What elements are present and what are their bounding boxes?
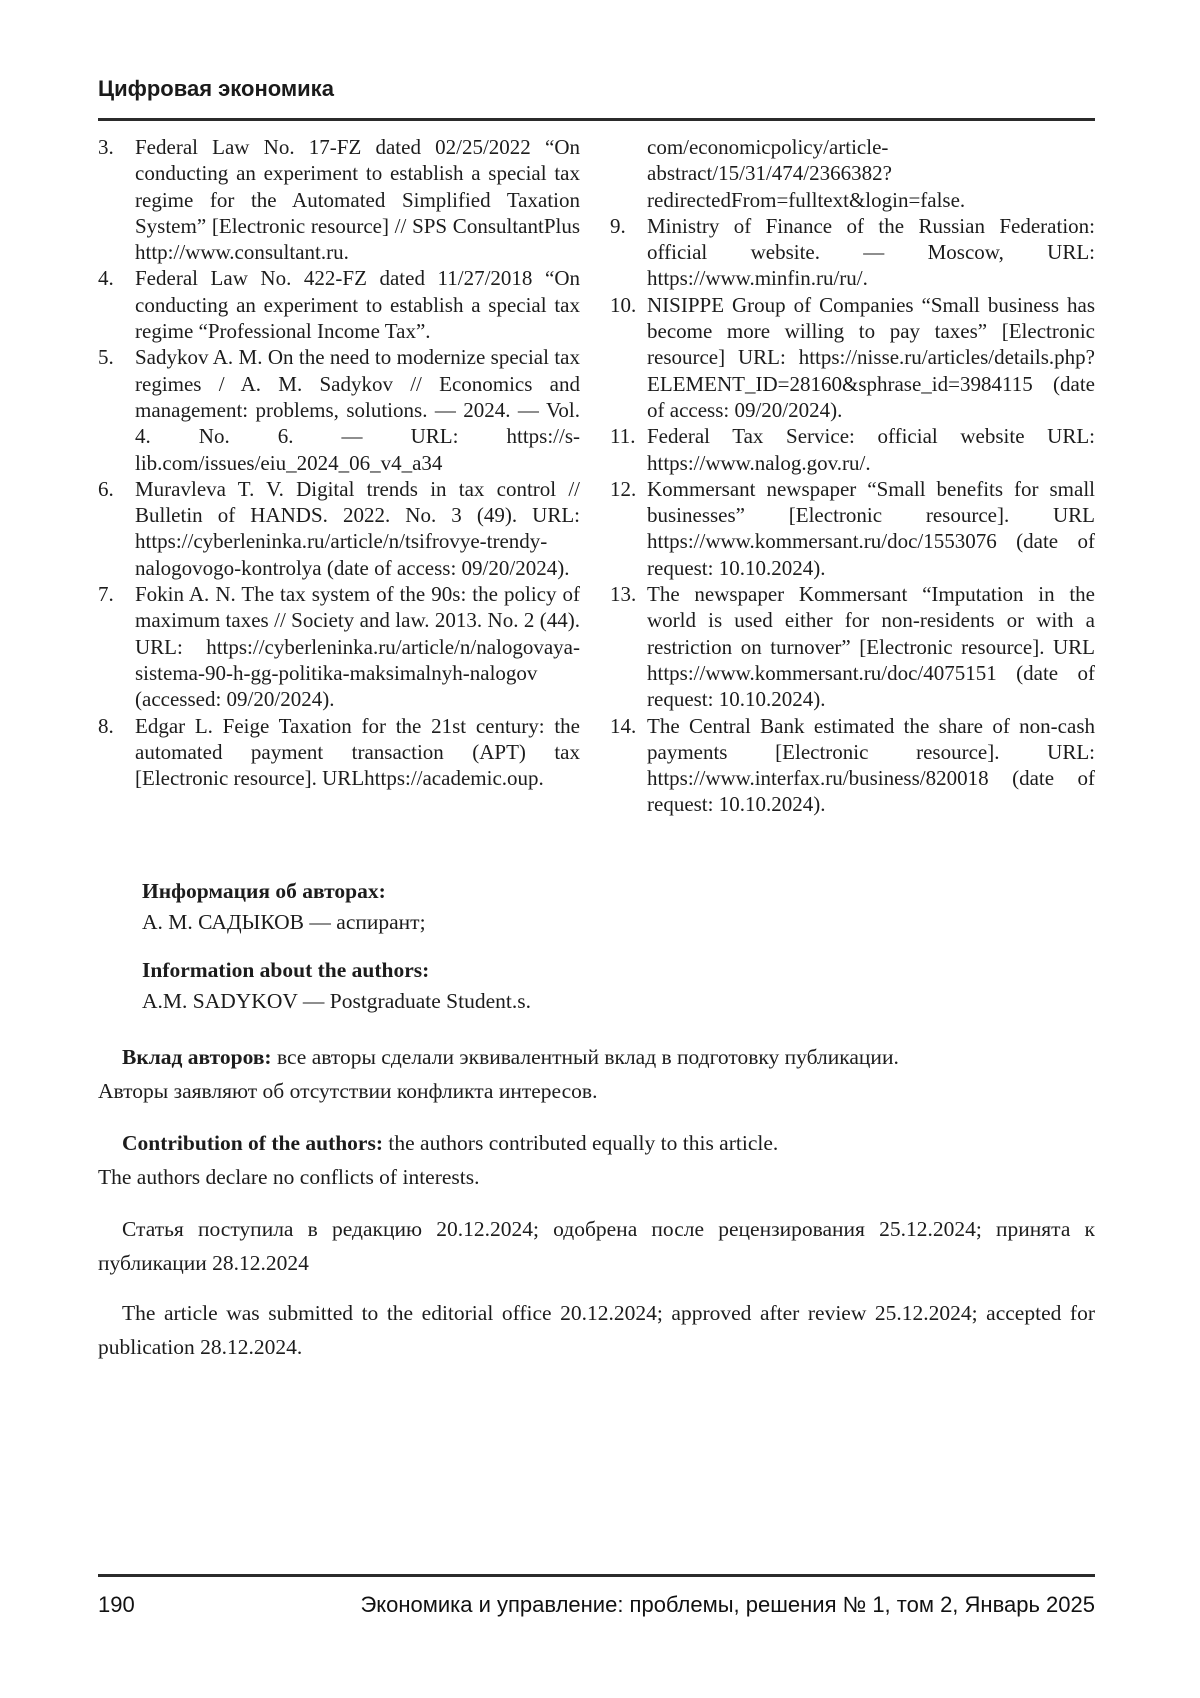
reference-number: 8. [98, 713, 114, 738]
authors-info-ru-heading: Информация об авторах: [142, 879, 386, 903]
contribution-en-line2: The authors declare no conflicts of interests. [98, 1165, 480, 1189]
reference-text: Sadykov A. M. On the need to modernize special tax regimes / A. M. Sadykov // Economics and management: problems, solutions. — 2024. — Vol. 4. No. 6. — URL: https://s-lib.com/issues/eiu_2024_06_v4_a34 [135, 345, 580, 475]
reference-text: Kommersant newspaper “Small benefits for small businesses” [Electronic resource]. URL https://www.kommersant.ru/doc/1553076 (date of request: 10.10.2024). [647, 476, 1095, 580]
contribution-ru-line2: Авторы заявляют об отсутствии конфликта интересов. [98, 1079, 598, 1103]
reference-text: Muravleva T. V. Digital trends in tax control // Bulletin of HANDS. 2022. No. 3 (49). URL: https://cyberleninka.ru/article/n/tsifrovye-trendy-nalogovogo-kontrolya (date of access: 09/20/2024). [135, 476, 580, 580]
reference-text: com/economicpolicy/article-abstract/15/31/474/2366382?redirectedFrom=fulltext&login=false. [647, 135, 966, 212]
contribution-en-text: the authors contributed equally to this article. [383, 1131, 779, 1155]
reference-item [610, 292, 1095, 423]
reference-text: Federal Tax Service: official website URL: https://www.nalog.gov.ru/. [647, 424, 1095, 475]
reference-number: 3. [98, 135, 114, 159]
reference-text: Edgar L. Feige Taxation for the 21st century: the automated payment transaction (APT) tax [Electronic resource]. URLhttps://academic.oup. [135, 713, 580, 791]
reference-number: 12. [610, 476, 637, 501]
reference-text: Ministry of Finance of the Russian Federation: official website. — Moscow, URL: https://www.minfin.ru/ru/. [647, 213, 1095, 291]
references-list [98, 134, 1095, 818]
contribution-ru-text: все авторы сделали эквивалентный вклад в подготовку публикации. [271, 1045, 899, 1069]
reference-item [98, 581, 580, 712]
reference-item [610, 213, 1095, 292]
reference-item [610, 476, 1095, 581]
submission-dates-ru-text: Статья поступила в редакцию 20.12.2024; одобрена после рецензирования 25.12.2024; принята к публикации 28.12.2024 [98, 1217, 1095, 1275]
reference-text: Federal Law No. 17-FZ dated 02/25/2022 “On conducting an experiment to establish a special tax regime for the Automated Simplified Taxation System” [Electronic resource] // SPS ConsultantPlus http://www.consultant.ru. [135, 135, 580, 265]
reference-item [98, 134, 580, 265]
reference-number: 4. [98, 266, 114, 291]
submission-dates-en [98, 1296, 1095, 1364]
reference-item [98, 265, 580, 344]
authors-info-en-line: A.M. SADYKOV — Postgraduate Student.s. [142, 989, 531, 1013]
reference-text: NISIPPE Group of Companies “Small business has become more willing to pay taxes” [Electronic resource] URL: https://nisse.ru/articles/details.php? ELEMENT_ID=28160&sphrase_id=3984115 (date of access: 09/20/2024). [647, 292, 1095, 422]
references-left-column [98, 134, 580, 818]
reference-text: The newspaper Kommersant “Imputation in the world is used either for non-residents or with a restriction on turnover” [Electronic resource]. URL https://www.kommersant.ru/doc/4075151 (date of request: 10.10.2024). [647, 582, 1095, 712]
submission-dates-en-text: The article was submitted to the editorial office 20.12.2024; approved after review 25.12.2024; accepted for publication 28.12.2024. [98, 1301, 1095, 1359]
submission-dates-ru [98, 1212, 1095, 1280]
contribution-ru-label: Вклад авторов: [122, 1045, 272, 1069]
reference-item [98, 344, 580, 475]
section-title: Цифровая экономика [98, 76, 334, 101]
authors-info-ru [142, 876, 1095, 938]
reference-text: The Central Bank estimated the share of non-cash payments [Electronic resource]. URL: https://www.interfax.ru/business/820018 (date of request: 10.10.2024). [647, 713, 1095, 817]
reference-item [610, 713, 1095, 818]
authors-info-en [142, 955, 1095, 1017]
authors-info-ru-line: А. М. САДЫКОВ — аспирант; [142, 910, 426, 934]
reference-number: 10. [610, 292, 637, 317]
reference-number: 14. [610, 713, 637, 738]
contribution-ru [98, 1040, 1095, 1108]
authors-info-en-heading: Information about the authors: [142, 958, 430, 982]
reference-item [98, 476, 580, 581]
reference-number: 9. [610, 213, 626, 238]
reference-number: 7. [98, 582, 114, 607]
reference-number: 6. [98, 476, 114, 501]
references-right-column [610, 134, 1095, 818]
reference-item [610, 581, 1095, 712]
reference-number: 11. [610, 424, 636, 449]
reference-number: 13. [610, 582, 637, 607]
reference-text: Fokin A. N. The tax system of the 90s: the policy of maximum taxes // Society and law. 2013. No. 2 (44). URL: https://cyberleninka.ru/article/n/nalogovaya-sistema-90-h-gg-politika-maksimalnyh-nalogov (accessed: 09/20/2024). [135, 582, 580, 712]
header-rule [98, 118, 1095, 121]
reference-item [98, 713, 580, 792]
footer-rule [98, 1574, 1095, 1577]
page-number: 190 [98, 1592, 135, 1617]
reference-text: Federal Law No. 422-FZ dated 11/27/2018 “On conducting an experiment to establish a special tax regime “Professional Income Tax”. [135, 266, 580, 344]
contribution-en [98, 1126, 1095, 1194]
page-footer [98, 1592, 1095, 1618]
journal-citation: Экономика и управление: проблемы, решения № 1, том 2, Январь 2025 [360, 1592, 1095, 1617]
reference-item [610, 134, 1095, 213]
reference-number: 5. [98, 345, 114, 370]
contribution-en-label: Contribution of the authors: [122, 1131, 384, 1155]
reference-item [610, 423, 1095, 476]
